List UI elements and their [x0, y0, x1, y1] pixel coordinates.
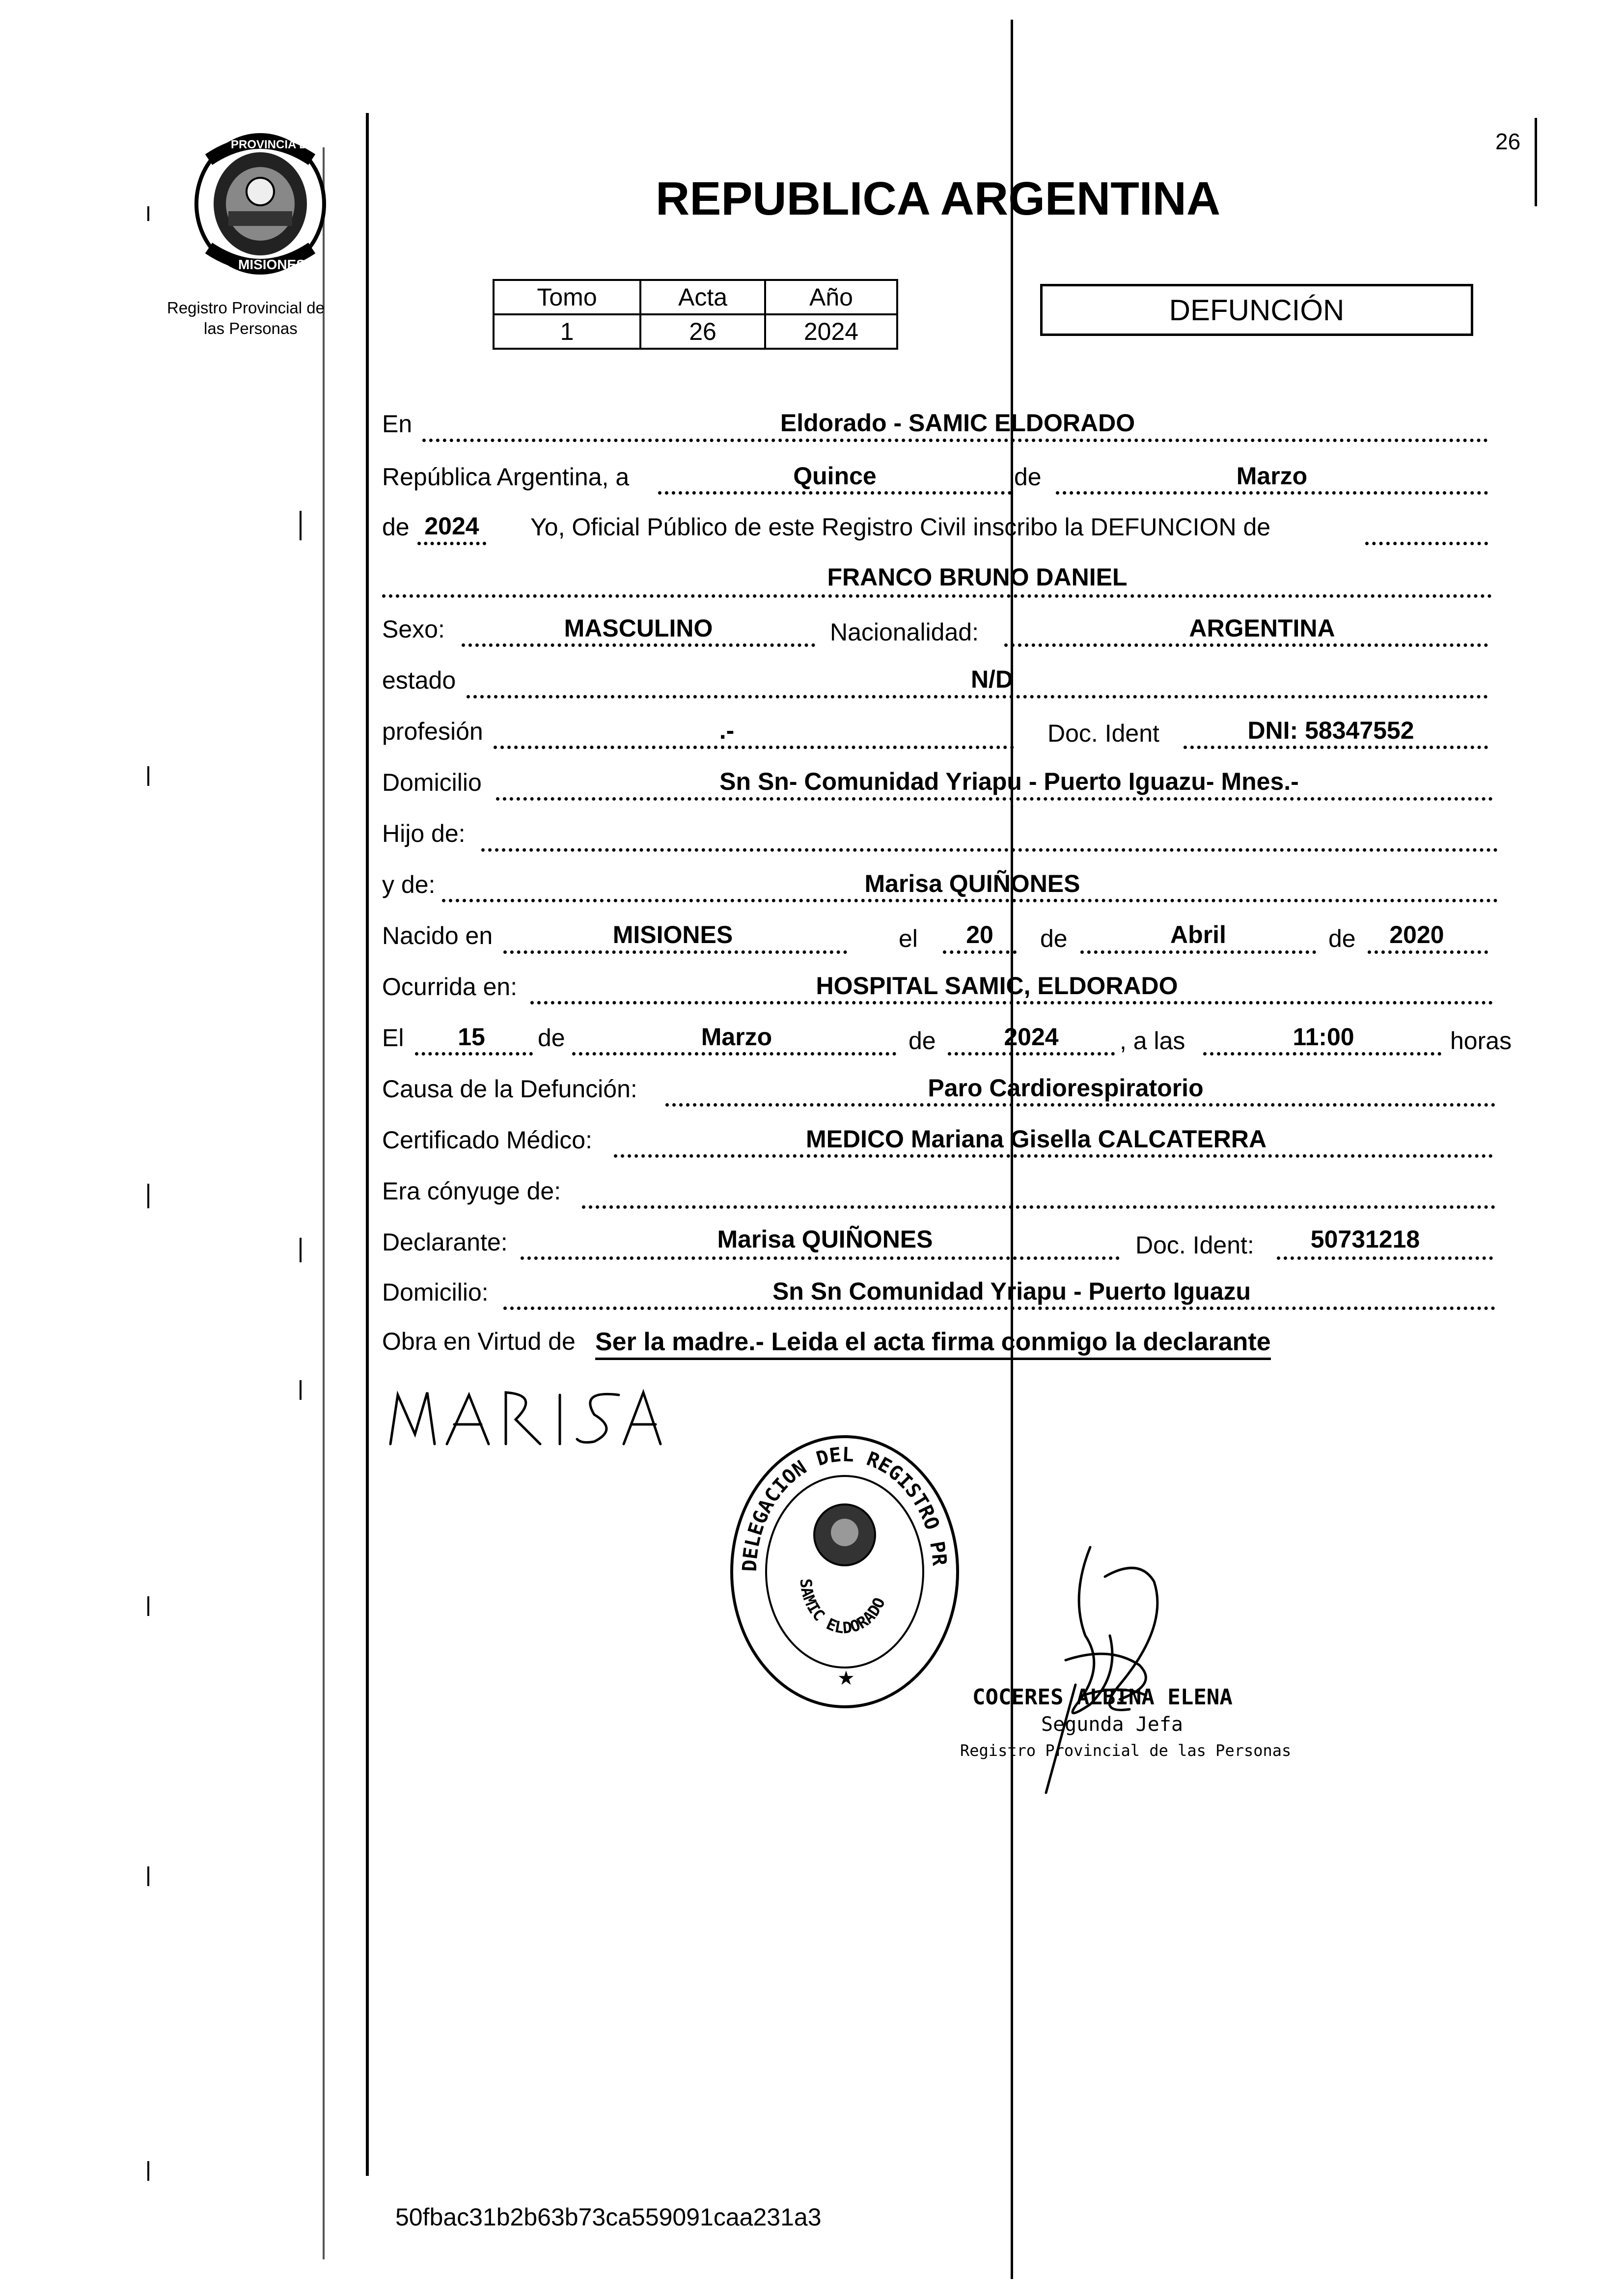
El-label: El — [382, 1024, 404, 1052]
certificado-label: Certificado Médico: — [382, 1126, 592, 1154]
svg-text:SAMIC ELDORADO — [797, 1578, 889, 1638]
record-header-acta: Acta — [640, 280, 765, 314]
ocurrida-value: HOSPITAL SAMIC, ELDORADO — [816, 972, 1178, 1000]
document-hash: 50fbac31b2b63b73ca559091caa231a3 — [395, 2203, 822, 2231]
declarant-signature — [388, 1385, 663, 1449]
de-label-4: de — [1328, 925, 1356, 952]
doc-ident2-label: Doc. Ident: — [1135, 1231, 1254, 1259]
declarante-label: Declarante: — [382, 1228, 508, 1256]
domicilio-label: Domicilio — [382, 769, 482, 796]
issuer-line2: las Personas — [204, 319, 298, 337]
record-header-tomo: Tomo — [494, 280, 640, 314]
deceased-name: FRANCO BRUNO DANIEL — [827, 563, 1128, 591]
nacido-month: Abril — [1170, 921, 1226, 948]
death-month: Marzo — [701, 1023, 772, 1051]
inscribo-text: Yo, Oficial Público de este Registro Civil inscribo la DEFUNCION de — [530, 513, 1271, 541]
page-number: 26 — [1495, 129, 1521, 154]
yde-label: y de: — [382, 871, 436, 898]
estado-label: estado — [382, 667, 456, 694]
record-header-anio: Año — [765, 280, 897, 314]
certificado-value: MEDICO Mariana Gisella CALCATERRA — [805, 1125, 1267, 1153]
de-label-5: de — [538, 1024, 565, 1052]
year-value: 2024 — [424, 512, 479, 540]
day-value: Quince — [793, 462, 877, 490]
record-table — [493, 279, 898, 350]
official-title: Segunda Jefa — [1041, 1713, 1183, 1736]
logo-text-top: PROVINCIA DE — [231, 138, 316, 151]
yde-value: Marisa QUIÑONES — [864, 870, 1080, 897]
profesion-value: .- — [719, 717, 735, 744]
nacido-label: Nacido en — [382, 922, 493, 949]
estado-value: N/D — [970, 666, 1014, 693]
ocurrida-label: Ocurrida en: — [382, 973, 518, 1001]
page-title: REPUBLICA ARGENTINA — [656, 172, 1221, 225]
horas-label: horas — [1450, 1027, 1512, 1055]
month-value: Marzo — [1236, 462, 1308, 490]
death-time: 11:00 — [1293, 1023, 1354, 1051]
logo-text-bottom: MISIONES — [238, 257, 305, 272]
nacionalidad-value: ARGENTINA — [1189, 614, 1335, 642]
doc-ident-label: Doc. Ident — [1047, 720, 1159, 747]
issuer-line1: Registro Provincial de — [167, 299, 325, 317]
nacido-place: MISIONES — [612, 921, 733, 948]
hijo-label: Hijo de: — [382, 820, 466, 847]
nacido-year: 2020 — [1389, 921, 1444, 948]
causa-value: Paro Cardiorespiratorio — [928, 1074, 1204, 1102]
seal-inner-text: SAMIC ELDORADO — [796, 1578, 889, 1638]
official-signature — [992, 1537, 1198, 1803]
declarante-value: Marisa QUIÑONES — [717, 1225, 933, 1253]
causa-label: Causa de la Defunción: — [382, 1075, 637, 1103]
republica-label: República Argentina, a — [382, 463, 630, 491]
de-label-6: de — [908, 1027, 936, 1055]
a-las-label: , a las — [1120, 1027, 1185, 1055]
svg-text:★: ★ — [837, 1668, 855, 1689]
left-margin-line-inner — [323, 147, 325, 2259]
el-label: el — [899, 925, 918, 952]
death-day: 15 — [458, 1023, 485, 1051]
domicilio2-value: Sn Sn Comunidad Yriapu - Puerto Iguazu — [772, 1278, 1251, 1305]
official-name: COCERES ALBINA ELENA — [972, 1685, 1233, 1710]
record-value-tomo: 1 — [494, 314, 640, 349]
obra-label: Obra en Virtud de — [382, 1328, 576, 1355]
doc-ident2-value: 50731218 — [1310, 1225, 1420, 1253]
record-value-anio: 2024 — [765, 314, 897, 349]
official-org: Registro Provincial de las Personas — [960, 1741, 1292, 1760]
record-value-acta: 26 — [640, 314, 765, 349]
en-label: En — [382, 410, 413, 438]
sexo-label: Sexo: — [382, 615, 445, 643]
nacido-day: 20 — [966, 921, 993, 948]
de-label-3: de — [1040, 925, 1068, 952]
en-value: Eldorado - SAMIC ELDORADO — [780, 409, 1135, 437]
left-margin-line — [366, 113, 369, 2176]
domicilio2-label: Domicilio: — [382, 1279, 489, 1306]
doc-type-box — [1040, 284, 1473, 336]
doc-ident-value: DNI: 58347552 — [1247, 717, 1414, 744]
de-label-1: de — [1014, 463, 1042, 491]
province-logo — [189, 130, 331, 278]
nacionalidad-label: Nacionalidad: — [830, 618, 979, 646]
death-year: 2024 — [1004, 1023, 1059, 1051]
domicilio-value: Sn Sn- Comunidad Yriapu - Puerto Iguazu- Mnes.- — [719, 768, 1299, 795]
seal-outer-text: DELEGACION DEL REGISTRO PR — [738, 1443, 951, 1572]
right-edge-line — [1535, 118, 1537, 206]
official-seal — [727, 1432, 963, 1712]
sexo-value: MASCULINO — [564, 614, 713, 642]
de-label-2: de — [382, 513, 410, 541]
obra-value: Ser la madre.- Leida el acta firma conmigo la declarante — [595, 1327, 1271, 1360]
conyuge-label: Era cónyuge de: — [382, 1177, 561, 1205]
profesion-label: profesión — [382, 718, 483, 745]
doc-type: DEFUNCIÓN — [1169, 293, 1345, 327]
